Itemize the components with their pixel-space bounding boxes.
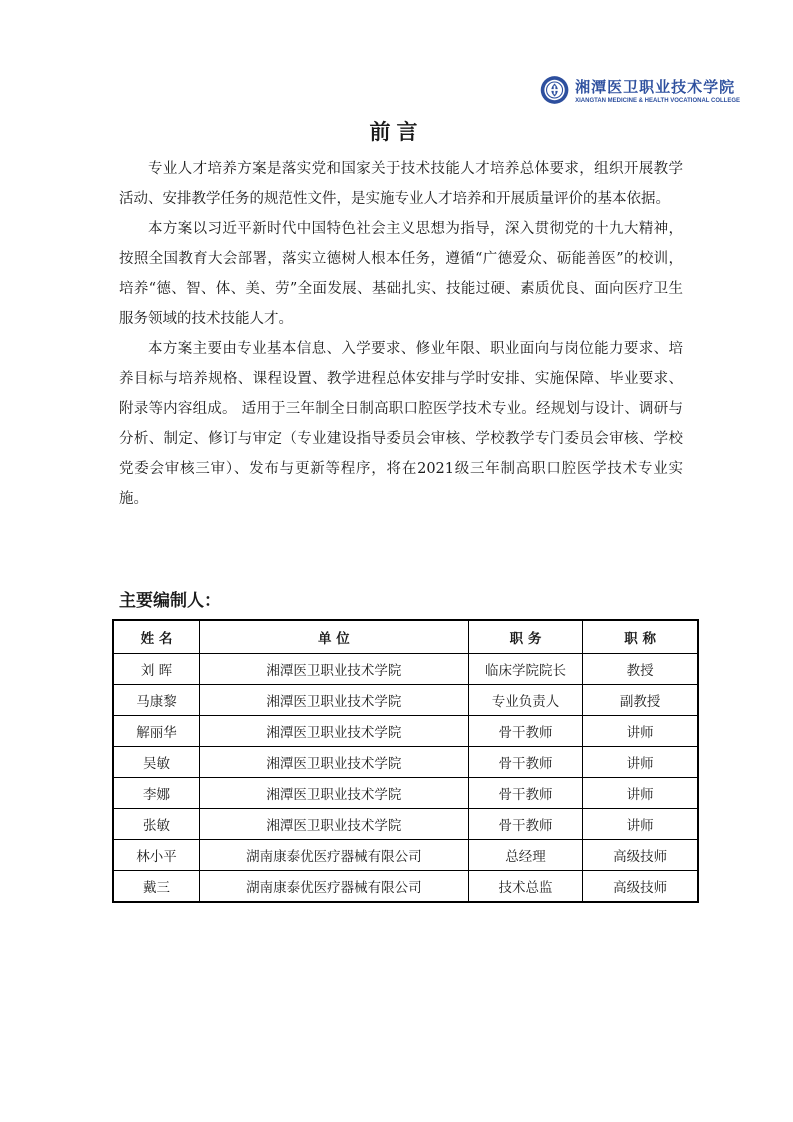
- table-row: [113, 871, 698, 903]
- cell-position: 临床学院院长: [468, 654, 583, 685]
- column-header-title: 职 称: [583, 620, 698, 654]
- cell-unit: 湘潭医卫职业技术学院: [200, 685, 469, 716]
- cell-name: 马康黎: [113, 685, 200, 716]
- column-header-name: 姓 名: [113, 620, 200, 654]
- cell-position: 总经理: [468, 840, 583, 871]
- cell-name: 张敏: [113, 809, 200, 840]
- cell-name: 吴敏: [113, 747, 200, 778]
- column-header-unit: 单 位: [200, 620, 469, 654]
- table-row: [113, 840, 698, 871]
- cell-position: 骨干教师: [468, 778, 583, 809]
- table-row: [113, 809, 698, 840]
- cell-title: 副教授: [583, 685, 698, 716]
- table-header-row: [113, 620, 698, 654]
- cell-unit: 湘潭医卫职业技术学院: [200, 716, 469, 747]
- column-header-position: 职 务: [468, 620, 583, 654]
- cell-title: 教授: [583, 654, 698, 685]
- paragraph-2: 本方案以习近平新时代中国特色社会主义思想为指导，深入贯彻党的十九大精神， 按照全国教育大会部署，落实立德树人根本任务，遵循“广德爱众、砺能善医”的校训，培养“德、智、体、美、劳”全面发展、基础扎实、技能过硬、素质优良、面向医疗卫生服务领域的技术技能人才。: [119, 221, 683, 327]
- preface-body: [119, 154, 683, 514]
- cell-name: 戴三: [113, 871, 200, 903]
- cell-title: 讲师: [583, 716, 698, 747]
- college-logo: [540, 68, 740, 112]
- cell-title: 高级技师: [583, 840, 698, 871]
- cell-unit: 湖南康泰优医疗器械有限公司: [200, 840, 469, 871]
- cell-title: 讲师: [583, 778, 698, 809]
- compilers-table: [112, 619, 699, 903]
- cell-name: 李娜: [113, 778, 200, 809]
- cell-unit: 湘潭医卫职业技术学院: [200, 654, 469, 685]
- cell-unit: 湘潭医卫职业技术学院: [200, 778, 469, 809]
- cell-name: 林小平: [113, 840, 200, 871]
- table-row: [113, 778, 698, 809]
- cell-unit: 湖南康泰优医疗器械有限公司: [200, 871, 469, 903]
- compilers-heading: 主要编制人：: [119, 591, 221, 611]
- cell-position: 技术总监: [468, 871, 583, 903]
- cell-title: 讲师: [583, 747, 698, 778]
- cell-position: 骨干教师: [468, 716, 583, 747]
- college-name-en: XIANGTAN MEDICINE & HEALTH VOCATIONAL COLLEGE: [575, 98, 740, 104]
- college-emblem-icon: [540, 70, 569, 110]
- college-name-cn: 湘潭医卫职业技术学院: [575, 78, 736, 96]
- cell-unit: 湘潭医卫职业技术学院: [200, 809, 469, 840]
- cell-name: 解丽华: [113, 716, 200, 747]
- cell-title: 讲师: [583, 809, 698, 840]
- table-row: [113, 654, 698, 685]
- page-title: 前言: [369, 120, 424, 144]
- table-row: [113, 747, 698, 778]
- cell-position: 专业负责人: [468, 685, 583, 716]
- cell-title: 高级技师: [583, 871, 698, 903]
- paragraph-1: 专业人才培养方案是落实党和国家关于技术技能人才培养总体要求，组织开展教学活动、安排教学任务的规范性文件，是实施专业人才培养和开展质量评价的基本依据。: [119, 161, 683, 207]
- cell-position: 骨干教师: [468, 809, 583, 840]
- cell-unit: 湘潭医卫职业技术学院: [200, 747, 469, 778]
- paragraph-3: 本方案主要由专业基本信息、入学要求、修业年限、职业面向与岗位能力要求、培养目标与培养规格、课程设置、教学进程总体安排与学时安排、实施保障、毕业要求、附录等内容组成。 适用于三年制全日制高职口腔医学技术专业。经规划与设计、调研与分析、制定、修订与审定（专业建设指导委员会审核、学校教学专门委员会审核、学校党委会审核三审）、发布与更新等程序，将在2021级三年制高职口腔医学技术专业实施。: [119, 341, 683, 507]
- table-row: [113, 685, 698, 716]
- cell-position: 骨干教师: [468, 747, 583, 778]
- table-row: [113, 716, 698, 747]
- cell-name: 刘 晖: [113, 654, 200, 685]
